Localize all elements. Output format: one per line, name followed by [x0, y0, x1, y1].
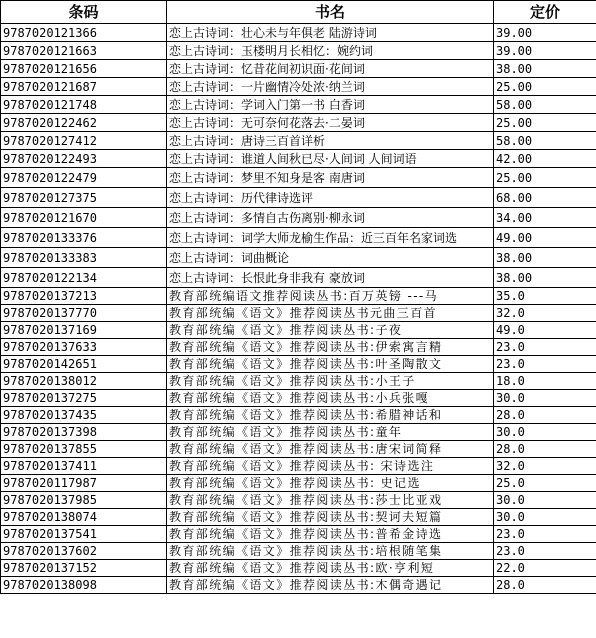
barcode-cell[interactable]: 9787020122134 [1, 268, 167, 288]
table-row [1, 42, 596, 60]
header-row [1, 1, 596, 24]
table-row [1, 78, 596, 96]
price-cell[interactable]: 38.00 [494, 60, 596, 78]
table-row [1, 390, 596, 407]
table-row [1, 322, 596, 339]
barcode-cell[interactable]: 9787020133376 [1, 228, 167, 248]
table-row [1, 24, 596, 42]
title-cell[interactable]: 教育部统编《语文》推荐阅读丛书元曲三百首 [167, 305, 494, 322]
barcode-cell[interactable]: 9787020137770 [1, 305, 167, 322]
title-cell[interactable]: 教育部统编《语文》推荐阅读丛书:欧·亨利短 [167, 560, 494, 577]
table-row [1, 526, 596, 543]
price-cell[interactable]: 49.00 [494, 228, 596, 248]
price-cell[interactable]: 39.00 [494, 24, 596, 42]
table-row [1, 188, 596, 208]
table-row [1, 543, 596, 560]
title-cell[interactable]: 恋上古诗词：多情自古伤离别·柳永词 [167, 208, 494, 228]
title-cell[interactable]: 教育部统编《语文》推荐阅读丛书:童年 [167, 424, 494, 441]
table-row [1, 373, 596, 390]
price-cell[interactable]: 30.0 [494, 509, 596, 526]
barcode-cell[interactable]: 9787020137398 [1, 424, 167, 441]
table-row [1, 60, 596, 78]
barcode-cell[interactable]: 9787020137602 [1, 543, 167, 560]
title-cell[interactable]: 教育部统编语文推荐阅读丛书:百万英镑 ---马 [167, 288, 494, 305]
barcode-cell[interactable]: 9787020127412 [1, 132, 167, 150]
barcode-cell[interactable]: 9787020127375 [1, 188, 167, 208]
title-cell[interactable]: 恋上古诗词：谁道人间秋已尽·人间词 人间词语 [167, 150, 494, 168]
barcode-cell[interactable]: 9787020122493 [1, 150, 167, 168]
barcode-cell[interactable]: 9787020133383 [1, 248, 167, 268]
table-row [1, 150, 596, 168]
barcode-cell[interactable]: 9787020138074 [1, 509, 167, 526]
title-cell[interactable]: 恋上古诗词：梦里不知身是客 南唐词 [167, 168, 494, 188]
title-cell[interactable]: 教育部统编《语文》推荐阅读丛书:小王子 [167, 373, 494, 390]
price-cell[interactable]: 32.0 [494, 305, 596, 322]
price-cell[interactable]: 34.00 [494, 208, 596, 228]
barcode-cell[interactable]: 9787020137152 [1, 560, 167, 577]
table-row [1, 441, 596, 458]
title-cell[interactable]: 恋上古诗词：玉楼明月长相忆：婉约词 [167, 42, 494, 60]
price-cell[interactable]: 38.00 [494, 248, 596, 268]
title-cell[interactable]: 恋上古诗词：一片幽情冷处浓·纳兰词 [167, 78, 494, 96]
title-cell[interactable]: 教育部统编《语文》推荐阅读丛书:叶圣陶散文 [167, 356, 494, 373]
title-cell[interactable]: 恋上古诗词：无可奈何花落去·二晏词 [167, 114, 494, 132]
title-cell[interactable]: 教育部统编《语文》推荐阅读丛书:伊索寓言精 [167, 339, 494, 356]
price-cell[interactable]: 38.00 [494, 268, 596, 288]
title-cell[interactable]: 教育部统编《语文》推荐阅读丛书:小兵张嘎 [167, 390, 494, 407]
price-cell[interactable]: 42.00 [494, 150, 596, 168]
price-cell[interactable]: 28.0 [494, 577, 596, 594]
barcode-cell[interactable]: 9787020122462 [1, 114, 167, 132]
title-cell[interactable]: 教育部统编《语文》推荐阅读丛书:子夜 [167, 322, 494, 339]
table-row [1, 356, 596, 373]
price-cell[interactable]: 49.0 [494, 322, 596, 339]
column-header-price[interactable]: 定价 [494, 1, 596, 24]
table-row [1, 492, 596, 509]
table-row [1, 288, 596, 305]
barcode-cell[interactable]: 9787020138098 [1, 577, 167, 594]
price-cell[interactable]: 23.0 [494, 526, 596, 543]
price-cell[interactable]: 28.0 [494, 407, 596, 424]
table-row [1, 96, 596, 114]
barcode-cell[interactable]: 9787020121656 [1, 60, 167, 78]
table-row [1, 577, 596, 594]
title-cell[interactable]: 恋上古诗词：词曲概论 [167, 248, 494, 268]
barcode-cell[interactable]: 9787020137855 [1, 441, 167, 458]
price-cell[interactable]: 35.0 [494, 288, 596, 305]
title-cell[interactable]: 教育部统编《语文》推荐阅读丛书:培根随笔集 [167, 543, 494, 560]
title-cell[interactable]: 教育部统编《语文》推荐阅读丛书:希腊神话和 [167, 407, 494, 424]
table-row [1, 168, 596, 188]
title-cell[interactable]: 教育部统编《语文》推荐阅读丛书:木偶奇遇记 [167, 577, 494, 594]
price-cell[interactable]: 23.0 [494, 339, 596, 356]
barcode-cell[interactable]: 9787020121663 [1, 42, 167, 60]
title-cell[interactable]: 教育部统编《语文》推荐阅读丛书:唐宋词简释 [167, 441, 494, 458]
barcode-cell[interactable]: 9787020137541 [1, 526, 167, 543]
title-cell[interactable]: 恋上古诗词：历代律诗选评 [167, 188, 494, 208]
price-cell[interactable]: 22.0 [494, 560, 596, 577]
price-cell[interactable]: 23.0 [494, 356, 596, 373]
title-cell[interactable]: 恋上古诗词：忆昔花间初识面·花间词 [167, 60, 494, 78]
table-row [1, 509, 596, 526]
barcode-cell[interactable]: 9787020121670 [1, 208, 167, 228]
barcode-cell[interactable]: 9787020137985 [1, 492, 167, 509]
title-cell[interactable]: 教育部统编《语文》推荐阅读丛书:莎士比亚戏 [167, 492, 494, 509]
title-cell[interactable]: 恋上古诗词：学词入门第一书 白香词 [167, 96, 494, 114]
price-cell[interactable]: 23.0 [494, 543, 596, 560]
table-row [1, 339, 596, 356]
barcode-cell[interactable]: 9787020121748 [1, 96, 167, 114]
barcode-cell[interactable]: 9787020137169 [1, 322, 167, 339]
title-cell[interactable]: 教育部统编《语文》推荐阅读丛书:普希金诗选 [167, 526, 494, 543]
price-cell[interactable]: 25.00 [494, 78, 596, 96]
price-cell[interactable]: 58.00 [494, 132, 596, 150]
price-cell[interactable]: 39.00 [494, 42, 596, 60]
table-row [1, 305, 596, 322]
title-cell[interactable]: 教育部统编《语文》推荐阅读丛书: 宋诗选注 [167, 458, 494, 475]
title-cell[interactable]: 恋上古诗词：词学大师龙榆生作品：近三百年名家词选 [167, 228, 494, 248]
price-cell[interactable]: 58.00 [494, 96, 596, 114]
table-row [1, 228, 596, 248]
price-cell[interactable]: 18.0 [494, 373, 596, 390]
table-row [1, 268, 596, 288]
column-header-title[interactable]: 书名 [167, 1, 494, 24]
column-header-code[interactable]: 条码 [1, 1, 167, 24]
table-row [1, 114, 596, 132]
barcode-cell[interactable]: 9787020137213 [1, 288, 167, 305]
barcode-cell[interactable]: 9787020142651 [1, 356, 167, 373]
barcode-cell[interactable]: 9787020137411 [1, 458, 167, 475]
price-cell[interactable]: 30.0 [494, 390, 596, 407]
title-cell[interactable]: 教育部统编《语文》推荐阅读丛书:契诃夫短篇 [167, 509, 494, 526]
barcode-cell[interactable]: 9787020122479 [1, 168, 167, 188]
table-row [1, 132, 596, 150]
table-row [1, 475, 596, 492]
table-row [1, 208, 596, 228]
title-cell[interactable]: 恋上古诗词：长恨此身非我有 豪放词 [167, 268, 494, 288]
barcode-cell[interactable]: 9787020137633 [1, 339, 167, 356]
table-row [1, 560, 596, 577]
table-row [1, 424, 596, 441]
price-cell[interactable]: 68.00 [494, 188, 596, 208]
barcode-cell[interactable]: 9787020137275 [1, 390, 167, 407]
table-row [1, 248, 596, 268]
barcode-cell[interactable]: 9787020137435 [1, 407, 167, 424]
price-cell[interactable]: 25.00 [494, 114, 596, 132]
title-cell[interactable]: 教育部统编《语文》推荐阅读丛书: 史记选 [167, 475, 494, 492]
price-cell[interactable]: 30.0 [494, 492, 596, 509]
price-cell[interactable]: 32.0 [494, 458, 596, 475]
price-cell[interactable]: 25.0 [494, 475, 596, 492]
price-cell[interactable]: 25.00 [494, 168, 596, 188]
table-row [1, 407, 596, 424]
title-cell[interactable]: 恋上古诗词：唐诗三百首详析 [167, 132, 494, 150]
table-row [1, 458, 596, 475]
barcode-cell[interactable]: 9787020117987 [1, 475, 167, 492]
price-cell[interactable]: 30.0 [494, 424, 596, 441]
title-cell[interactable]: 恋上古诗词：壮心未与年俱老 陆游诗词 [167, 24, 494, 42]
barcode-cell[interactable]: 9787020138012 [1, 373, 167, 390]
price-cell[interactable]: 28.0 [494, 441, 596, 458]
barcode-cell[interactable]: 9787020121366 [1, 24, 167, 42]
barcode-cell[interactable]: 9787020121687 [1, 78, 167, 96]
